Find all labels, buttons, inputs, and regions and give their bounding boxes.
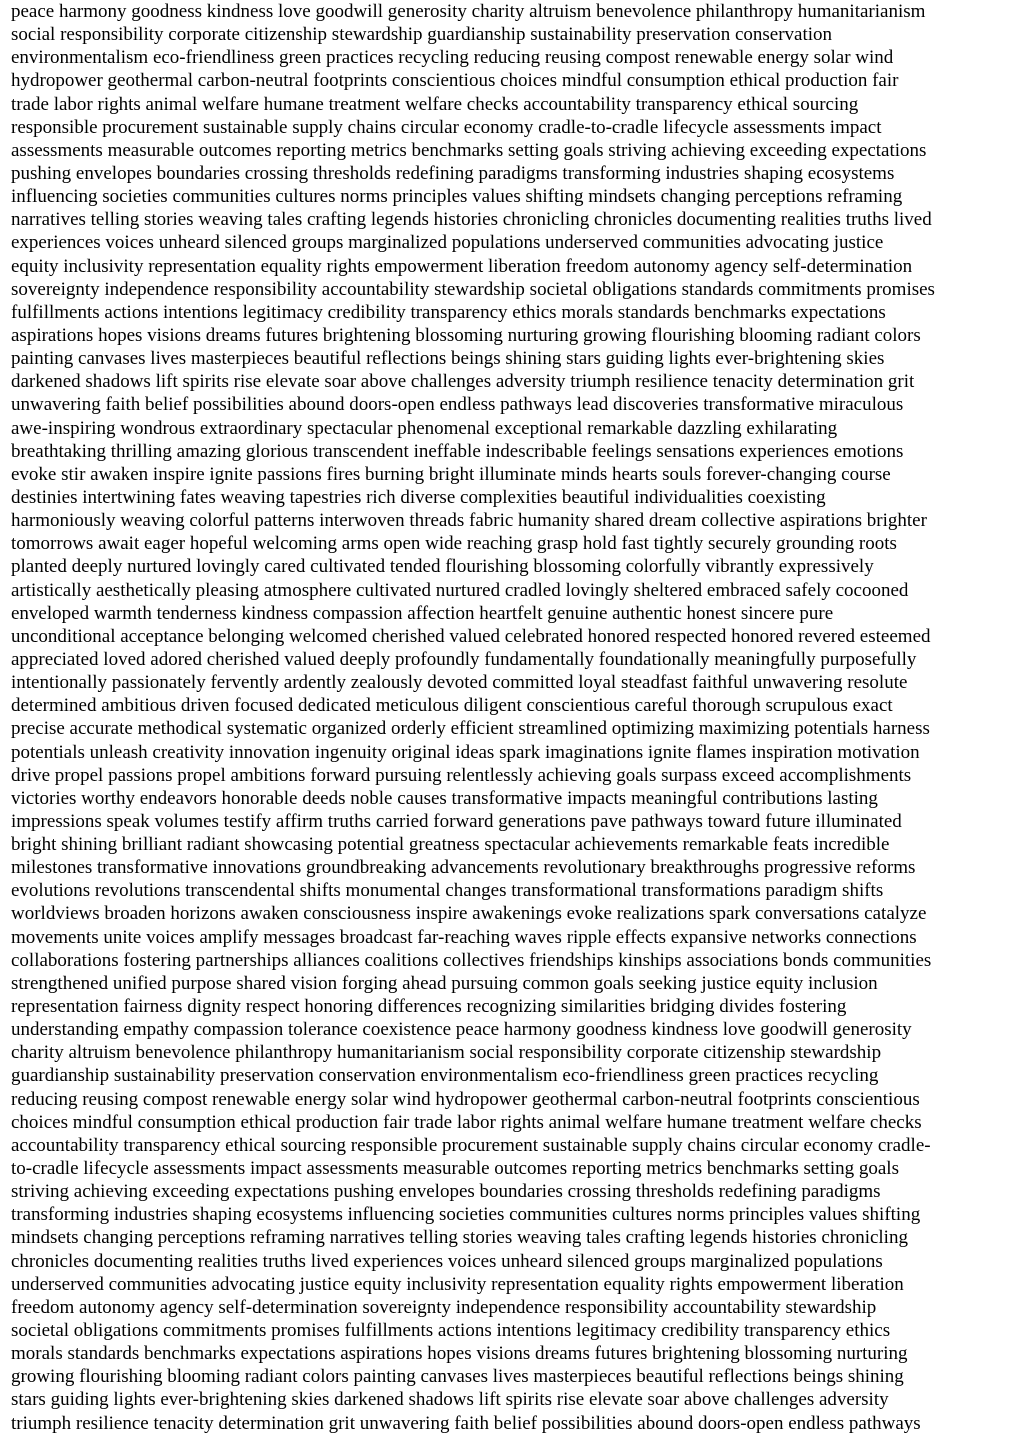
text-line: victories worthy endeavors honorable deeds noble causes transformative impacts meaningful contributions lasting (11, 787, 878, 809)
text-line: peace harmony goodness kindness love goodwill generosity charity altruism benevolence philanthropy humanitarianism (11, 1, 926, 22)
text-line: underserved communities advocating justice equity inclusivity representation equality rights empowerment liberation (11, 1273, 904, 1295)
text-line: stars guiding lights ever-brightening skies darkened shadows lift spirits rise elevate soar above challenges adversity (11, 1389, 889, 1411)
text-line: drive propel passions propel ambitions forward pursuing relentlessly achieving goals surpass exceed accomplishments (11, 764, 912, 786)
text-line: transforming industries shaping ecosystems influencing societies communities cultures norms principles values shifting (11, 1204, 921, 1226)
text-line: intentionally passionately fervently ardently zealously devoted committed loyal steadfast faithful unwavering resolute (11, 672, 908, 694)
text-line: morals standards benchmarks expectations aspirations hopes visions dreams futures brightening blossoming nurturing (11, 1343, 908, 1365)
body-text (11, 0, 1016, 1435)
text-line: evoke stir awaken inspire ignite passions fires burning bright illuminate minds hearts souls forever-changing course (11, 463, 891, 485)
text-line: artistically aesthetically pleasing atmosphere cultivated nurtured cradled lovingly sheltered embraced safely cocooned (11, 579, 909, 601)
text-line: growing flourishing blooming radiant colors painting canvases lives masterpieces beautiful reflections beings shining (11, 1366, 904, 1388)
text-line: assessments measurable outcomes reporting metrics benchmarks setting goals striving achieving exceeding expectations (11, 139, 927, 161)
text-line: accountability transparency ethical sourcing responsible procurement sustainable supply chains circular economy cradle- (11, 1134, 931, 1156)
text-line: bright shining brilliant radiant showcasing potential greatness spectacular achievements remarkable feats incredible (11, 834, 890, 856)
text-line: darkened shadows lift spirits rise elevate soar above challenges adversity triumph resilience tenacity determination grit (11, 371, 915, 393)
text-line: breathtaking thrilling amazing glorious transcendent ineffable indescribable feelings sensations experiences emotions (11, 440, 904, 462)
text-line: chronicles documenting realities truths lived experiences voices unheard silenced groups marginalized populations (11, 1250, 883, 1272)
text-line: striving achieving exceeding expectations pushing envelopes boundaries crossing thresholds redefining paradigms (11, 1181, 881, 1203)
text-line: awe-inspiring wondrous extraordinary spectacular phenomenal exceptional remarkable dazzling exhilarating (11, 417, 838, 439)
text-line: collaborations fostering partnerships alliances coalitions collectives friendships kinships associations bonds communities (11, 949, 932, 971)
text-line: environmentalism eco-friendliness green practices recycling reducing reusing compost renewable energy solar wind (11, 47, 894, 69)
text-line: precise accurate methodical systematic organized orderly efficient streamlined optimizing maximizing potentials harness (11, 718, 930, 740)
text-line: influencing societies communities cultures norms principles values shifting mindsets changing perceptions reframing (11, 186, 903, 208)
text-line: social responsibility corporate citizenship stewardship guardianship sustainability preservation conservation (11, 24, 833, 46)
text-line: equity inclusivity representation equality rights empowerment liberation freedom autonomy agency self-determination (11, 255, 913, 277)
text-line: responsible procurement sustainable supply chains circular economy cradle-to-cradle lifecycle assessments impact (11, 116, 882, 138)
text-line: evolutions revolutions transcendental shifts monumental changes transformational transformations paradigm shifts (11, 880, 884, 902)
text-line: worldviews broaden horizons awaken consciousness inspire awakenings evoke realizations spark conversations catalyze (11, 903, 927, 925)
text-line: trade labor rights animal welfare humane treatment welfare checks accountability transparency ethical sourcing (11, 93, 859, 115)
text-line: milestones transformative innovations groundbreaking advancements revolutionary breakthroughs progressive reforms (11, 857, 916, 879)
text-line: to-cradle lifecycle assessments impact assessments measurable outcomes reporting metrics benchmarks setting goals (11, 1158, 899, 1180)
text-line: enveloped warmth tenderness kindness compassion affection heartfelt genuine authentic honest sincere pure (11, 602, 834, 624)
text-line: societal obligations commitments promises fulfillments actions intentions legitimacy credibility transparency ethics (11, 1320, 891, 1342)
text-line: reducing reusing compost renewable energy solar wind hydropower geothermal carbon-neutral footprints conscientious (11, 1088, 920, 1110)
text-line: sovereignty independence responsibility accountability stewardship societal obligations standards commitments promises (11, 278, 935, 300)
text-line: planted deeply nurtured lovingly cared cultivated tended flourishing blossoming colorfully vibrantly expressively (11, 556, 874, 578)
text-line: mindsets changing perceptions reframing narratives telling stories weaving tales crafting legends histories chronicling (11, 1227, 908, 1249)
text-line: representation fairness dignity respect honoring differences recognizing similarities bridging divides fostering (11, 996, 847, 1018)
text-line: unwavering faith belief possibilities abound doors-open endless pathways lead discoveries transformative miraculous (11, 394, 904, 416)
text-line: determined ambitious driven focused dedicated meticulous diligent conscientious careful thorough scrupulous exact (11, 695, 893, 717)
text-line: appreciated loved adored cherished valued deeply profoundly fundamentally foundationally meaningfully purposefully (11, 648, 917, 670)
text-line: painting canvases lives masterpieces beautiful reflections beings shining stars guiding lights ever-brightening skies (11, 348, 885, 370)
text-line: impressions speak volumes testify affirm truths carried forward generations pave pathways toward future illuminated (11, 810, 902, 832)
text-line: unconditional acceptance belonging welcomed cherished valued celebrated honored respected honored revered esteemed (11, 625, 931, 647)
text-line: tomorrows await eager hopeful welcoming arms open wide reaching grasp hold fast tightly securely grounding roots (11, 533, 897, 555)
text-line: fulfillments actions intentions legitimacy credibility transparency ethics morals standards benchmarks expectations (11, 301, 886, 323)
text-line: harmoniously weaving colorful patterns interwoven threads fabric humanity shared dream collective aspirations brighter (11, 510, 927, 532)
text-line: freedom autonomy agency self-determination sovereignty independence responsibility accountability stewardship (11, 1296, 877, 1318)
text-line: triumph resilience tenacity determination grit unwavering faith belief possibilities abound doors-open endless pathways (11, 1412, 921, 1434)
text-line: movements unite voices amplify messages broadcast far-reaching waves ripple effects expansive networks connections (11, 926, 917, 948)
text-line: destinies intertwining fates weaving tapestries rich diverse complexities beautiful individualities coexisting (11, 486, 826, 508)
text-line: charity altruism benevolence philanthropy humanitarianism social responsibility corporate citizenship stewardship (11, 1042, 882, 1064)
text-line: pushing envelopes boundaries crossing thresholds redefining paradigms transforming industries shaping ecosystems (11, 162, 895, 184)
text-line: potentials unleash creativity innovation ingenuity original ideas spark imaginations ignite flames inspiration motivation (11, 741, 920, 763)
text-line: choices mindful consumption ethical production fair trade labor rights animal welfare humane treatment welfare checks (11, 1111, 922, 1133)
text-line: aspirations hopes visions dreams futures brightening blossoming nurturing growing flourishing blooming radiant colors (11, 324, 921, 346)
text-line: strengthened unified purpose shared vision forging ahead pursuing common goals seeking justice equity inclusion (11, 972, 878, 994)
text-line: guardianship sustainability preservation conservation environmentalism eco-friendliness green practices recycling (11, 1065, 879, 1087)
text-line: hydropower geothermal carbon-neutral footprints conscientious choices mindful consumption ethical production fair (11, 70, 899, 92)
text-line: narratives telling stories weaving tales crafting legends histories chronicling chronicles documenting realities truths lived (11, 209, 932, 231)
text-line: experiences voices unheard silenced groups marginalized populations underserved communities advocating justice (11, 232, 884, 254)
text-line: understanding empathy compassion tolerance coexistence peace harmony goodness kindness love goodwill generosity (11, 1019, 912, 1041)
